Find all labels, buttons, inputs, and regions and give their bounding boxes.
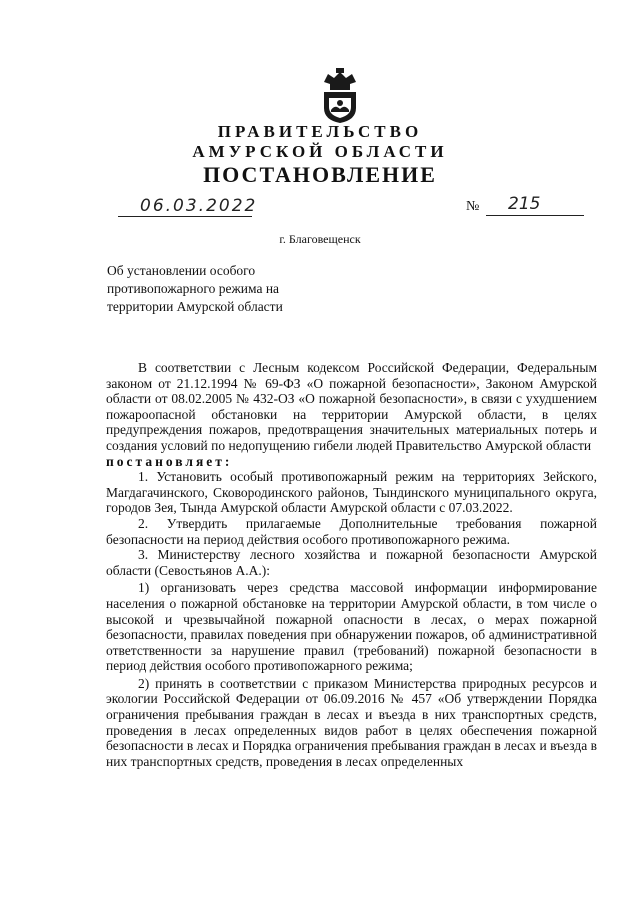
decree-subitem-2: 2) принять в соответствии с приказом Министерства природных ресурсов и экологии Российской Федерации от 06.09.2016 № 457 «Об утверждении Порядка ограничения пребывания граждан в лесах и въезда в них транспортных средств, проведения в лесах определенных видов работ в целях обеспечения пожарной безопасности в лесах и Порядка ограничения пребывания граждан в лесах и въезда в них транспортных средств, проведения в лесах определенных [106, 675, 597, 769]
subject-line: противопожарного режима на [107, 281, 280, 296]
document-body [106, 360, 597, 769]
handwritten-date: 06.03.2022 [140, 196, 258, 216]
subject-line: территории Амурской области [107, 299, 283, 314]
organization-name-line1: ПРАВИТЕЛЬСТВО [217, 122, 423, 141]
decree-item-3: 3. Министерству лесного хозяйства и пожарной безопасности Амурской области (Севостьянов А.А.): [106, 547, 597, 578]
decree-item-1: 1. Установить особый противопожарный режим на территориях Зейского, Магдагачинского, Сковородинского районов, Тындинского муниципального округа, городов Зея, Тында Амурской области Амурской области с 07.03.2022. [106, 469, 597, 516]
decree-subitem-1: 1) организовать через средства массовой информации информирование населения о пожарной обстановке на территории Амурской области, в том числе о высокой и чрезвычайной пожарной опасности в лесах, о мерах пожарной безопасности, правилах поведения при обнаружении пожаров, об административной ответственности за нарушение правил (требований) пожарной безопасности в период действия особого противопожарного режима; [106, 580, 597, 674]
number-label: № [466, 199, 480, 214]
date-underline [118, 216, 252, 217]
city-name: г. Благовещенск [279, 232, 361, 246]
coat-of-arms-emblem [316, 68, 364, 124]
decree-word: постановляет: [106, 453, 233, 469]
number-underline [486, 215, 584, 216]
handwritten-number: 215 [508, 194, 541, 214]
organization-name-line2: АМУРСКОЙ ОБЛАСТИ [192, 142, 448, 161]
preamble-paragraph: В соответствии с Лесным кодексом Российской Федерации, Федеральным законом от 21.12.1994 № 69-ФЗ «О пожарной безопасности», Законом Амурской области от 08.02.2005 № 432-ОЗ «О пожарной безопасности», в связи с ухудшением пожароопасной обстановки на территории Амурской области, в целях предупреждения пожаров, предотвращения значительных материальных потерь и создания условий по недопущению гибели людей Правительство Амурской области [106, 360, 597, 453]
document-subject [107, 262, 337, 316]
decree-item-2: 2. Утвердить прилагаемые Дополнительные требования пожарной безопасности на период действия особого противопожарного режима. [106, 515, 597, 547]
document-type-title: ПОСТАНОВЛЕНИЕ [203, 162, 437, 187]
subject-line: Об установлении особого [107, 263, 256, 278]
